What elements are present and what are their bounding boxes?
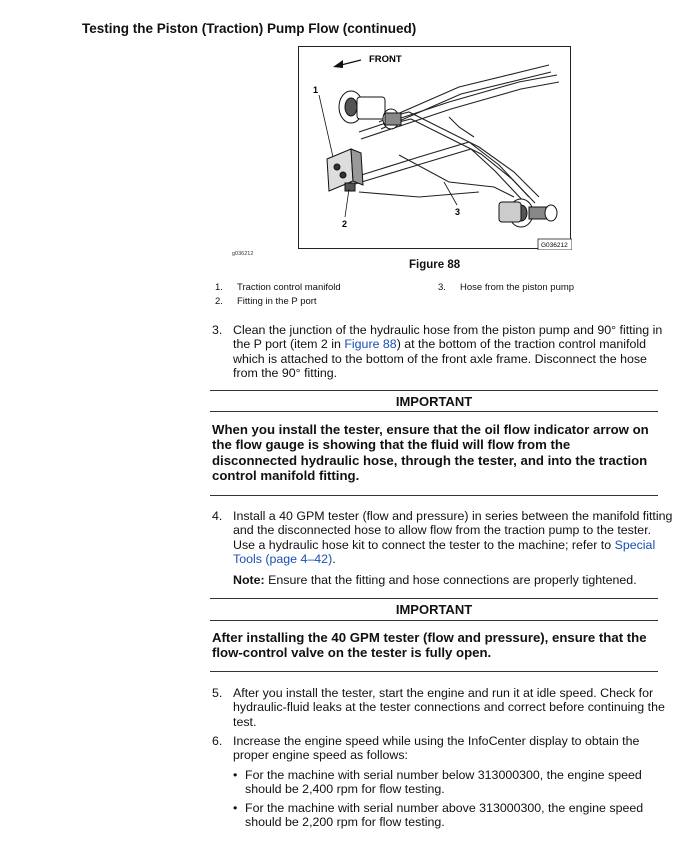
front-arrow-icon xyxy=(333,60,361,68)
callout-item-2: 2. Fitting in the P port xyxy=(215,296,317,307)
special-tools-link[interactable]: Special Tools (page 4–42) xyxy=(233,537,656,567)
callout-item-1: 1. Traction control manifold xyxy=(215,282,341,293)
callout-1-marker: 1 xyxy=(313,85,319,95)
note: Note: Ensure that the fitting and hose connections are properly tightened. xyxy=(233,573,637,587)
figure-88-link[interactable]: Figure 88 xyxy=(344,337,397,352)
bullet-item: • For the machine with serial number above 313000300, the engine speed should be 2,200 rpm for flow testing. xyxy=(233,801,644,830)
step-5: 5. After you install the tester, start the engine and run it at idle speed. Check for hydraulic-fluid leaks at the tester connections and correct before continuing the test. xyxy=(212,686,665,729)
hydraulic-drawing xyxy=(299,47,572,250)
figure-caption: Figure 88 xyxy=(409,259,461,271)
divider xyxy=(210,390,658,391)
important-text: When you install the tester, ensure that the oil flow indicator arrow on the flow gauge is showing that the fluid will flow from the disconnected hydraulic hose, through the tester, and into the traction control manifold fitting. xyxy=(212,422,649,484)
callout-2-marker: 2 xyxy=(342,219,348,229)
divider xyxy=(210,620,658,621)
step-4: 4. Install a 40 GPM tester (flow and pressure) in series between the manifold fitting and the disconnected hose to allow flow from the traction pump to the tester. Use a hydraulic hose kit to connect the tester to the machine; refer to Special Tools (page 4–42). xyxy=(212,509,673,567)
callout-item-3: 3. Hose from the piston pump xyxy=(438,282,575,293)
bullet-item: • For the machine with serial number below 313000300, the engine speed should be 2,400 rpm for flow testing. xyxy=(233,768,642,797)
divider xyxy=(210,411,658,412)
divider xyxy=(210,598,658,599)
step-6: 6. Increase the engine speed while using the InfoCenter display to obtain the proper engine speed as follows: xyxy=(212,734,640,763)
divider xyxy=(210,495,658,496)
front-label: FRONT xyxy=(369,54,402,65)
step-3: 3. Clean the junction of the hydraulic hose from the piston pump and 90° fitting in the P port (item 2 in Figure 88) at the bottom of the traction control manifold which is attached to the bottom of the front axle frame. Disconnect the hose from the 90° fitting. xyxy=(212,323,663,381)
important-text: After installing the 40 GPM tester (flow and pressure), ensure that the flow-control valve on the tester is fully open. xyxy=(212,630,647,661)
divider xyxy=(210,671,658,672)
callout-3-marker: 3 xyxy=(455,207,461,217)
figure-code-left: g036212 xyxy=(232,251,254,257)
figure-code-right: G036212 xyxy=(541,242,568,249)
figure-88-illustration xyxy=(298,46,571,249)
important-label: IMPORTANT xyxy=(395,602,473,617)
important-label: IMPORTANT xyxy=(395,394,473,409)
section-title: Testing the Piston (Traction) Pump Flow (continued) xyxy=(82,21,417,36)
